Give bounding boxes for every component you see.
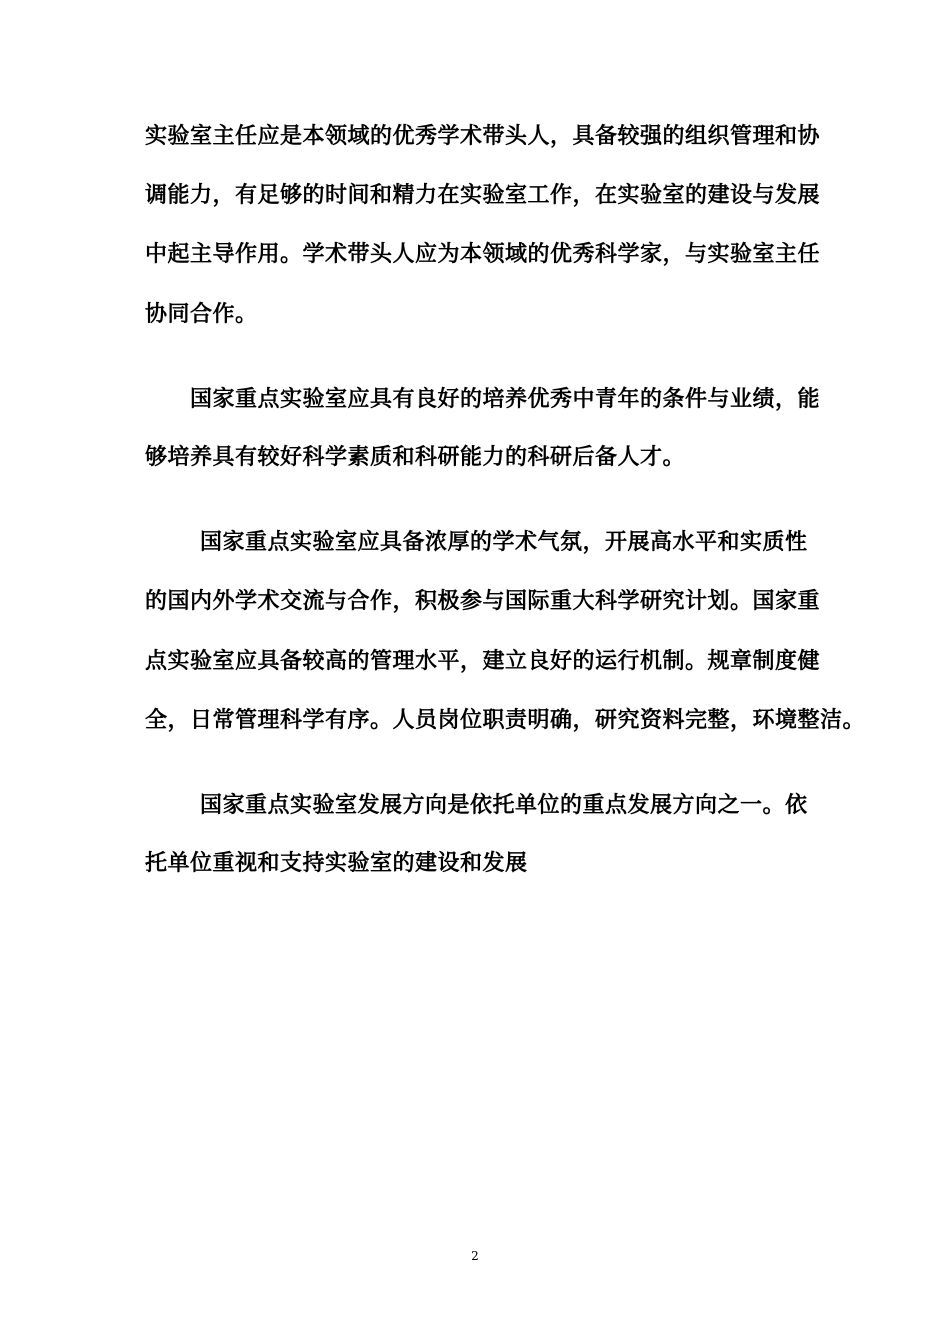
paragraph-line: 国家重点实验室应具备浓厚的学术气氛，开展高水平和实质性 xyxy=(200,530,808,555)
paragraph-line: 中起主导作用。学术带头人应为本领域的优秀科学家，与实验室主任 xyxy=(145,242,821,267)
paragraph-line: 全，日常管理科学有序。人员岗位职责明确，研究资料完整，环境整洁。 xyxy=(145,708,866,733)
page-number: 2 xyxy=(471,1249,479,1263)
paragraph-line: 托单位重视和支持实验室的建设和发展 xyxy=(145,851,528,876)
paragraph-line: 实验室主任应是本领域的优秀学术带头人，具备较强的组织管理和协 xyxy=(145,124,821,149)
paragraph-line: 协同合作。 xyxy=(145,302,258,327)
paragraph-line: 调能力，有足够的时间和精力在实验室工作，在实验室的建设与发展 xyxy=(145,183,821,208)
paragraph-line: 国家重点实验室应具有良好的培养优秀中青年的条件与业绩，能 xyxy=(190,387,821,412)
paragraph-line: 的国内外学术交流与合作，积极参与国际重大科学研究计划。国家重 xyxy=(145,589,821,614)
paragraph-line: 够培养具有较好科学素质和科研能力的科研后备人才。 xyxy=(145,445,686,470)
paragraph-line: 国家重点实验室发展方向是依托单位的重点发展方向之一。依 xyxy=(200,793,808,818)
paragraph-line: 点实验室应具备较高的管理水平，建立良好的运行机制。规章制度健 xyxy=(145,649,821,674)
